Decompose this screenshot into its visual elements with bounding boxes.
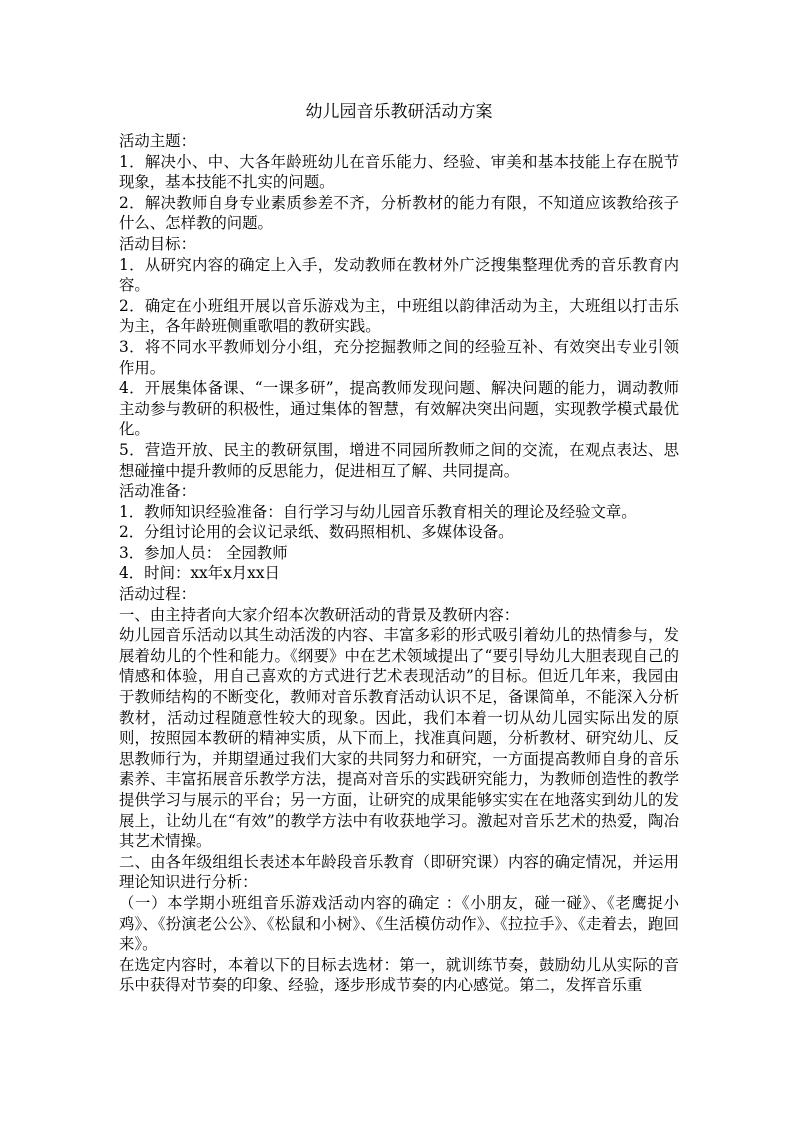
paragraph: 幼儿园音乐活动以其生动活泼的内容、丰富多彩的形式吸引着幼儿的热情参与，发展着幼儿的个性和能力。《纲要》中在艺术领域提出了“要引导幼儿大胆表现自己的情感和体验，用自己喜欢的方式进行艺术表现活动”的目标。但近几年来，我园由于教师结构的不断变化，教师对音乐教育活动认识不足，备课简单，不能深入分析教材，活动过程随意性较大的现象。因此，我们本着一切从幼儿园实际出发的原则，按照园本教研的精神实质，从下而上，找准真问题，分析教材、研究幼儿、反思教师行为，并期望通过我们大家的共同努力和研究，一方面提高教师自身的音乐素养、丰富拓展音乐教学方法，提高对音乐的实践研究能力，为教师创造性的教学提供学习与展示的平台；另一方面，让研究的成果能够实实在在地落实到幼儿的发展上，让幼儿在“有效”的教学方法中有收获地学习。激起对音乐艺术的热爱，陶冶其艺术情操。 — [119, 626, 679, 851]
paragraph: 3．参加人员： 全园教师 — [119, 543, 288, 562]
document-title: 幼儿园音乐教研活动方案 — [305, 102, 493, 122]
paragraph: 一、由主持者向大家介绍本次教研活动的背景及教研内容： — [119, 605, 520, 624]
section-heading-goals: 活动目标： — [119, 234, 196, 253]
section-heading-preparation: 活动准备： — [119, 482, 196, 501]
paragraph: 5．营造开放、民主的教研氛围，增进不同园所教师之间的交流，在观点表达、思想碰撞中提升教师的反思能力，促进相互了解、共同提高。 — [119, 440, 679, 480]
paragraph: 3．将不同水平教师划分小组，充分挖掘教师之间的经验互补、有效突出专业引领作用。 — [119, 337, 679, 377]
section-heading-process: 活动过程： — [119, 585, 196, 604]
paragraph: 2．确定在小班组开展以音乐游戏为主，中班组以韵律活动为主，大班组以打击乐为主，各年龄班侧重歌唱的教研实践。 — [119, 296, 679, 336]
paragraph: 1．教师知识经验准备：自行学习与幼儿园音乐教育相关的理论及经验文章。 — [119, 502, 637, 521]
paragraph: 1．从研究内容的确定上入手，发动教师在教材外广泛搜集整理优秀的音乐教育内容。 — [119, 255, 679, 295]
section-heading-theme: 活动主题： — [119, 132, 196, 150]
paragraph: 4．时间：xx年x月xx日 — [119, 564, 280, 583]
paragraph: 2．解决教师自身专业素质参差不齐，分析教材的能力有限，不知道应该教给孩子什么、怎样教的问题。 — [119, 193, 679, 233]
document-page — [119, 101, 679, 996]
paragraph: 4．开展集体备课、“一课多研”，提高教师发现问题、解决问题的能力，调动教师主动参与教研的积极性，通过集体的智慧，有效解决突出问题，实现教学模式最优化。 — [119, 379, 679, 439]
paragraph: （一）本学期小班组音乐游戏活动内容的确定 ：《小朋友，碰一碰》、《老鹰捉小鸡》、《扮演老公公》、《松鼠和小树》、《生活模仿动作》、《拉拉手》、《走着去，跑回来》。 — [119, 893, 679, 954]
paragraph: 在选定内容时，本着以下的目标去选材：第一，就训练节奏，鼓励幼儿从实际的音乐中获得对节奏的印象、经验，逐步形成节奏的内心感觉。第二，发挥音乐重 — [119, 955, 679, 995]
paragraph: 二、由各年级组组长表述本年龄段音乐教育（即研究课）内容的确定情况，并运用理论知识进行分析： — [119, 852, 679, 892]
paragraph: 1．解决小、中、大各年龄班幼儿在音乐能力、经验、审美和基本技能上存在脱节现象，基本技能不扎实的问题。 — [119, 152, 679, 192]
paragraph: 2．分组讨论用的会议记录纸、数码照相机、多媒体设备。 — [119, 523, 514, 542]
